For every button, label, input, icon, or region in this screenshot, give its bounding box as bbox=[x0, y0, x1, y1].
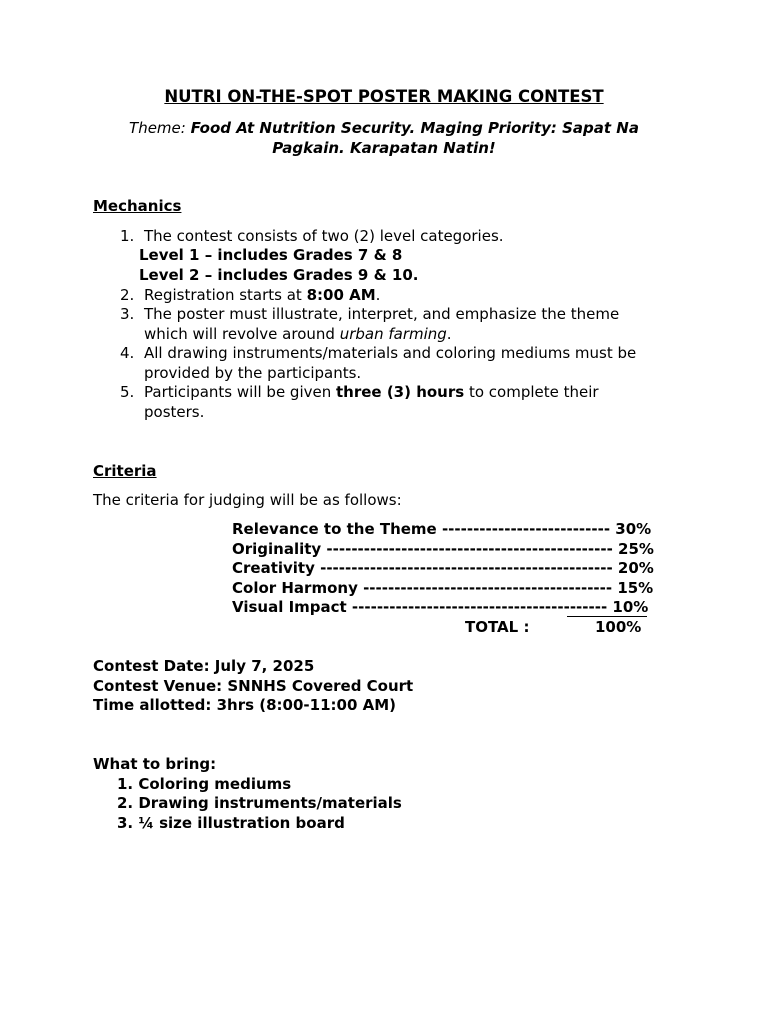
mechanics-item-2 bbox=[144, 286, 380, 304]
theme-line-1: Food At Nutrition Security. Maging Priority: Sapat Na bbox=[190, 119, 639, 137]
item-5-end: to complete their bbox=[464, 383, 599, 401]
mechanics-item-5-line-2: posters. bbox=[144, 403, 205, 421]
item-2-end: . bbox=[375, 286, 381, 304]
item-2-text: Registration starts at bbox=[144, 286, 307, 304]
time-allotted: Time allotted: 3hrs (8:00-11:00 AM) bbox=[93, 696, 396, 714]
urban-farming-text: urban farming bbox=[339, 325, 447, 343]
list-number-3: 3. bbox=[120, 305, 135, 323]
duration-text: three (3) hours bbox=[336, 383, 465, 401]
total-divider bbox=[567, 616, 647, 617]
registration-time: 8:00 AM bbox=[306, 286, 376, 304]
criteria-intro: The criteria for judging will be as follows: bbox=[93, 491, 402, 509]
mechanics-item-5-line-1 bbox=[144, 383, 599, 401]
criteria-row-creativity: Creativity ----------------------------------------------- 20% bbox=[232, 559, 654, 577]
contest-venue: Contest Venue: SNNHS Covered Court bbox=[93, 677, 414, 695]
total-label: TOTAL : bbox=[465, 618, 530, 636]
item-3-end: . bbox=[446, 325, 452, 343]
contest-date: Contest Date: July 7, 2025 bbox=[93, 657, 315, 675]
bring-item-coloring-mediums: 1. Coloring mediums bbox=[117, 775, 292, 793]
criteria-row-color-harmony: Color Harmony ---------------------------------------- 15% bbox=[232, 579, 654, 597]
criteria-heading: Criteria bbox=[93, 462, 157, 480]
mechanics-item-1: The contest consists of two (2) level categories. bbox=[144, 227, 504, 245]
mechanics-item-3-line-2 bbox=[144, 325, 452, 343]
mechanics-item-3-line-1: The poster must illustrate, interpret, and emphasize the theme bbox=[144, 305, 620, 323]
list-number-1: 1. bbox=[120, 227, 135, 245]
total-value: 100% bbox=[595, 618, 642, 636]
criteria-row-relevance: Relevance to the Theme --------------------------- 30% bbox=[232, 520, 652, 538]
bring-item-illustration-board: 3. ¼ size illustration board bbox=[117, 814, 345, 832]
level-1-text: Level 1 – includes Grades 7 & 8 bbox=[139, 246, 403, 264]
mechanics-item-4-line-2: provided by the participants. bbox=[144, 364, 362, 382]
criteria-row-visual-impact: Visual Impact ----------------------------------------- 10% bbox=[232, 598, 649, 616]
list-number-4: 4. bbox=[120, 344, 135, 362]
what-to-bring-heading: What to bring: bbox=[93, 755, 217, 773]
mechanics-heading: Mechanics bbox=[93, 197, 182, 215]
item-5-text: Participants will be given bbox=[144, 383, 337, 401]
theme-label: Theme: bbox=[129, 119, 191, 137]
criteria-row-originality: Originality ---------------------------------------------- 25% bbox=[232, 540, 654, 558]
item-3-text: which will revolve around bbox=[144, 325, 340, 343]
level-2-text: Level 2 – includes Grades 9 & 10. bbox=[139, 266, 419, 284]
list-number-2: 2. bbox=[120, 286, 135, 304]
theme-line-2: Pagkain. Karapatan Natin! bbox=[272, 138, 496, 157]
theme-block bbox=[0, 119, 768, 158]
mechanics-item-4-line-1: All drawing instruments/materials and coloring mediums must be bbox=[144, 344, 637, 362]
page-title: NUTRI ON-THE-SPOT POSTER MAKING CONTEST bbox=[164, 87, 604, 106]
list-number-5: 5. bbox=[120, 383, 135, 401]
bring-item-drawing-instruments: 2. Drawing instruments/materials bbox=[117, 794, 402, 812]
